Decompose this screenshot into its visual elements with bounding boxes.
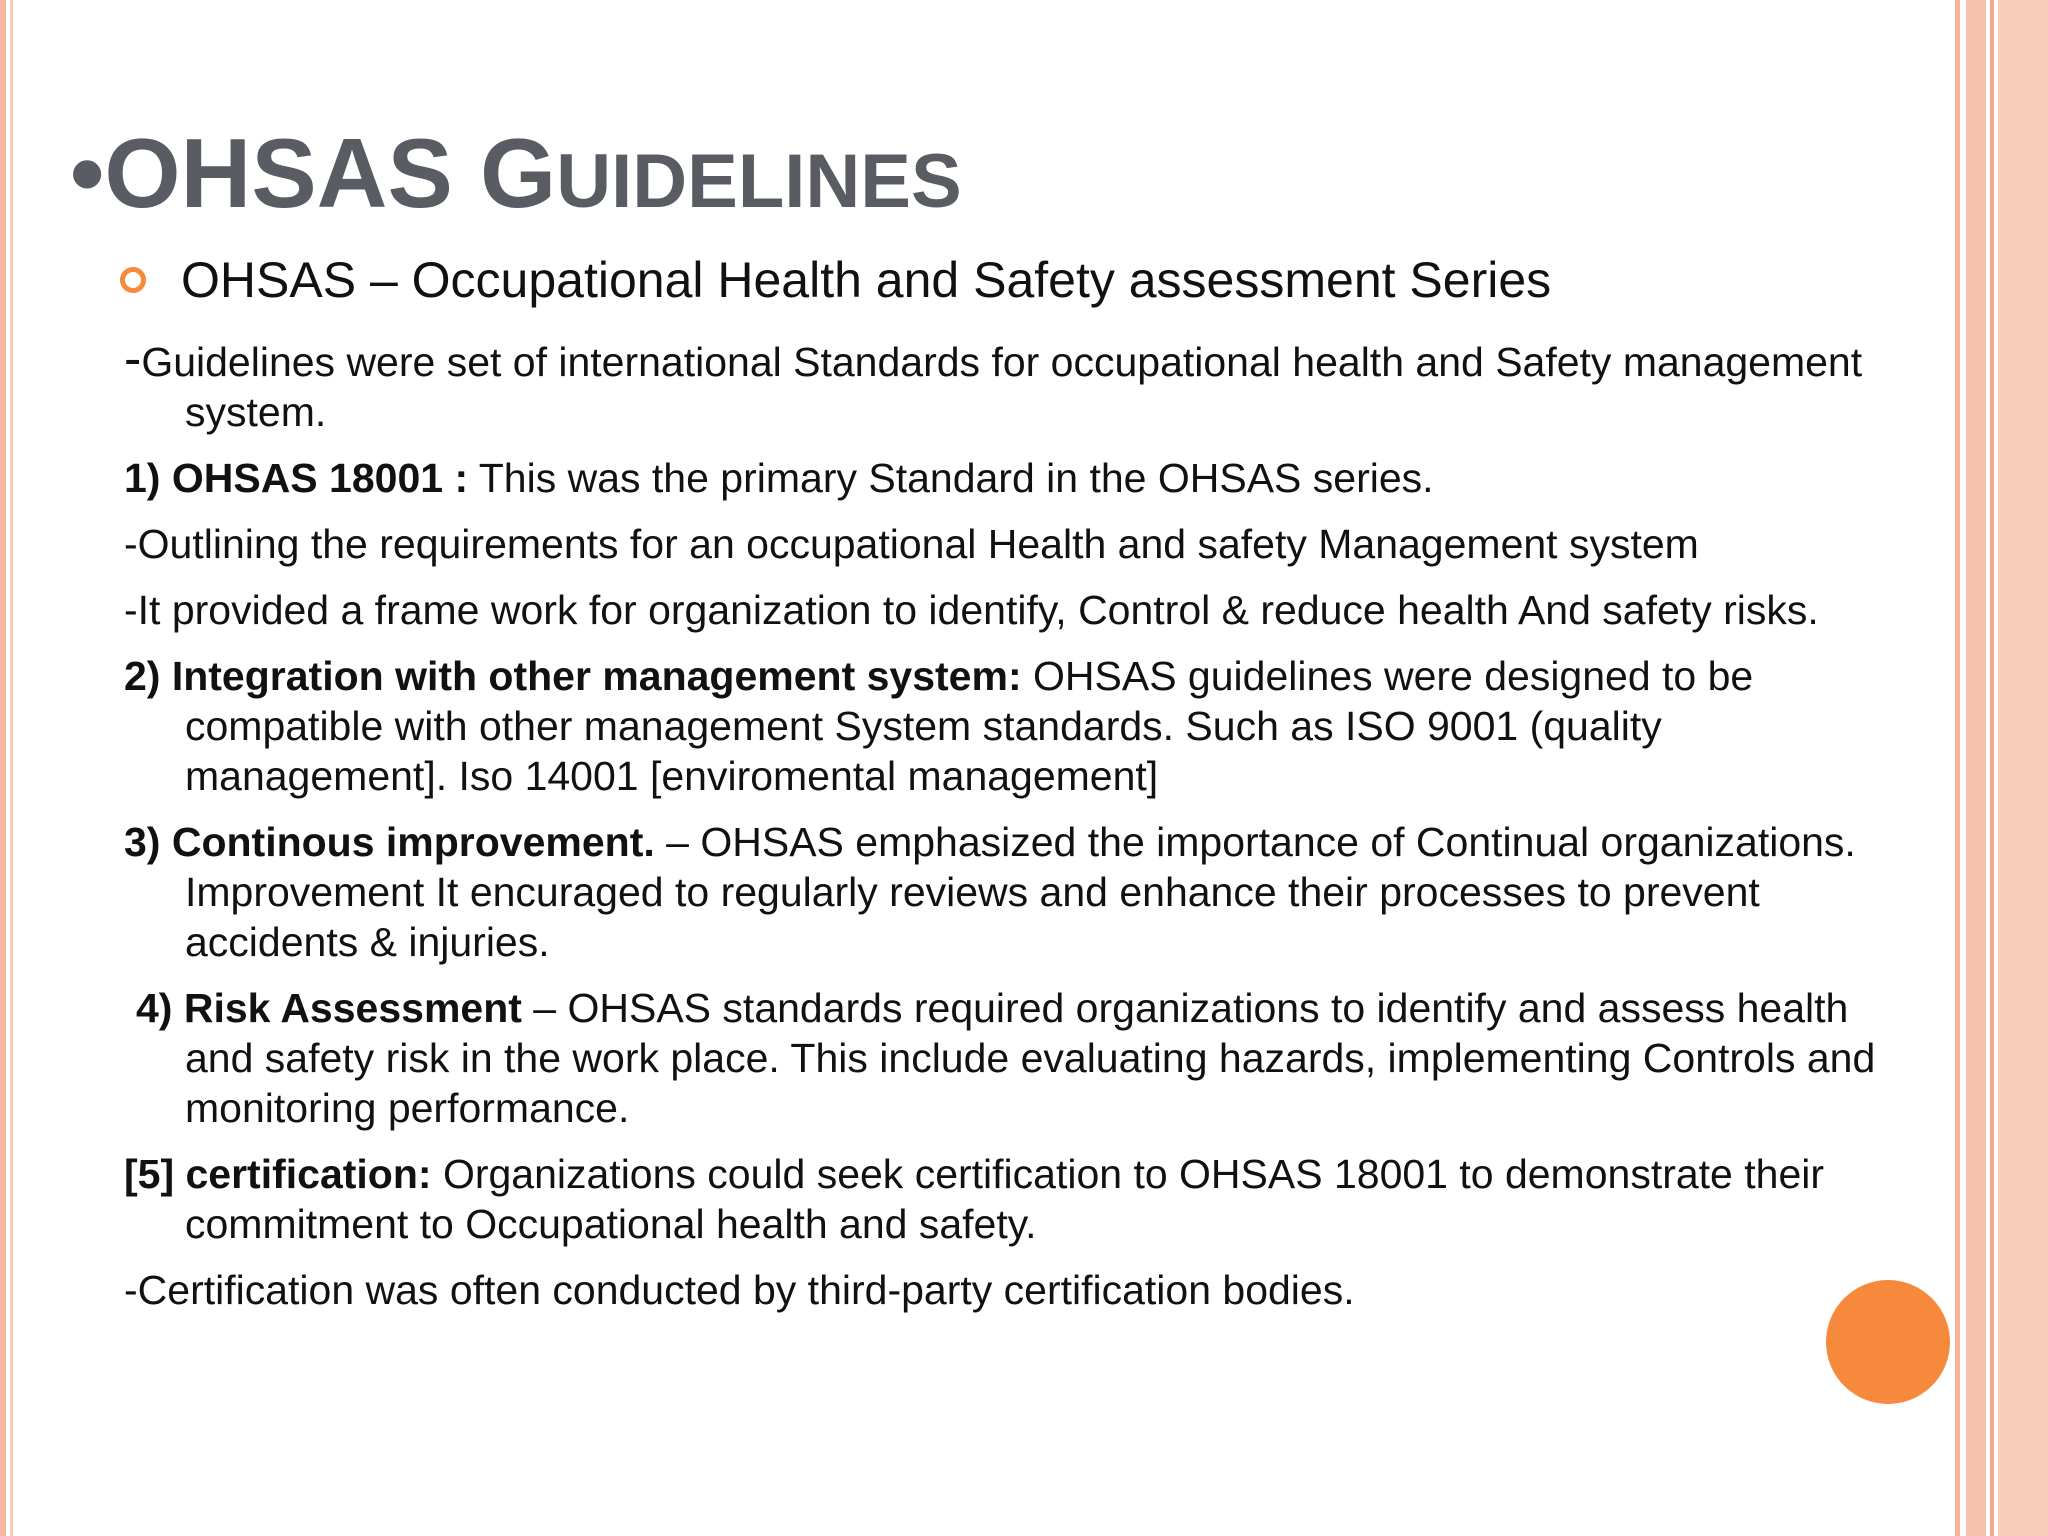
- dash-prefix: -: [124, 330, 142, 388]
- decorative-orange-circle: [1826, 1280, 1950, 1404]
- paragraph-heading: [5] certification:: [124, 1151, 432, 1197]
- paragraph-heading: 1) OHSAS 18001 :: [124, 455, 469, 501]
- paragraph-risk-assessment: [136, 983, 1924, 1133]
- paragraph-continuous-improvement: [124, 817, 1924, 967]
- ring-bullet-icon: [120, 267, 146, 293]
- paragraph-text: Organizations could seek certification to OHSAS 18001 to demonstrate their commitment to Occupational health and safety.: [185, 1151, 1825, 1247]
- frame-stripe-right-4: [1998, 0, 2048, 1536]
- paragraph-text: This was the primary Standard in the OHSAS series.: [468, 455, 1434, 501]
- frame-stripe-left: [0, 0, 6, 1536]
- paragraph-text: OHSAS guidelines were designed to be compatible with other management System standards. Such as ISO 9001 (quality management]. Iso 14001 [enviromental management]: [185, 653, 1754, 799]
- paragraph-heading: 4) Risk Assessment: [136, 985, 522, 1031]
- paragraph-framework: [124, 585, 1924, 635]
- frame-stripe-right-2: [1966, 0, 1986, 1536]
- paragraph-text: -It provided a frame work for organization to identify, Control & reduce health And safety risks.: [124, 587, 1819, 633]
- title-part1: OHSAS G: [104, 118, 557, 228]
- paragraph-heading: 2) Integration with other management system:: [124, 653, 1022, 699]
- paragraph-heading: 3) Continous improvement.: [124, 819, 655, 865]
- paragraph-text: -Certification was often conducted by third-party certification bodies.: [124, 1267, 1355, 1313]
- frame-stripe-right-3: [1990, 0, 1994, 1536]
- paragraph-text: – OHSAS standards required organizations to identify and assess health and safety risk in the work place. This include evaluating hazards, implementing Controls and monitoring performance.: [185, 985, 1876, 1131]
- paragraph-certification: [124, 1149, 1924, 1249]
- slide-body: [124, 330, 1924, 1331]
- paragraph-integration: [124, 651, 1924, 801]
- title-part2: UIDELINES: [556, 139, 962, 224]
- subtitle-row: [120, 248, 1551, 312]
- paragraph-ohsas-18001: [124, 453, 1924, 503]
- paragraph-guidelines: [124, 330, 1924, 437]
- paragraph-outlining: [124, 519, 1924, 569]
- slide-title: [70, 118, 962, 237]
- paragraph-text: Guidelines were set of international Standards for occupational health and Safety management system.: [141, 339, 1863, 435]
- frame-stripe-left-inner: [10, 0, 13, 1536]
- frame-stripe-right-1: [1955, 0, 1960, 1536]
- paragraph-text: -Outlining the requirements for an occupational Health and safety Management system: [124, 521, 1699, 567]
- subtitle-text: OHSAS – Occupational Health and Safety assessment Series: [181, 252, 1552, 308]
- paragraph-text: – OHSAS emphasized the importance of Continual organizations. Improvement It encuraged to regularly reviews and enhance their processes to prevent accidents & injuries.: [185, 819, 1856, 965]
- paragraph-third-party: [124, 1265, 1924, 1315]
- title-bullet: •: [70, 118, 105, 228]
